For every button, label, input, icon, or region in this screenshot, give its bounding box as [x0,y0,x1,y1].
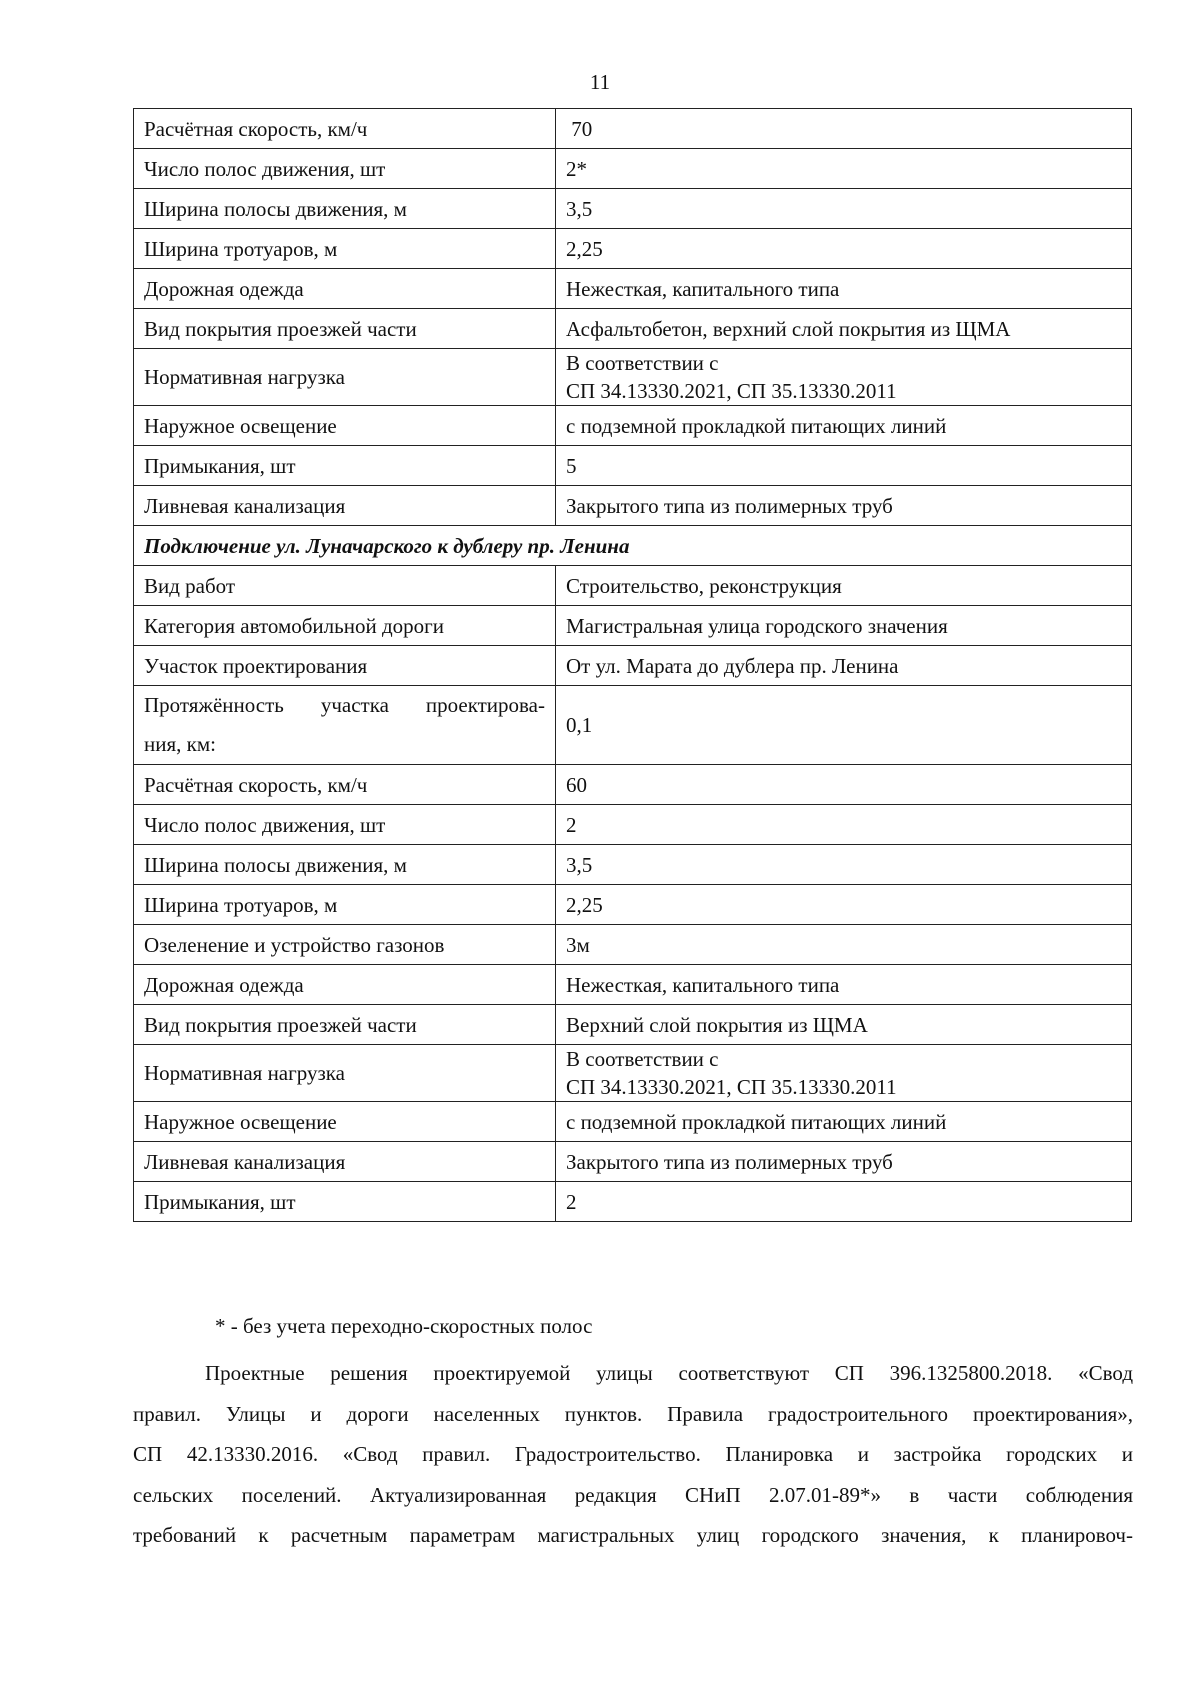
parameter-value-line: В соответствии с [566,351,719,375]
parameter-value: От ул. Марата до дублера пр. Ленина [556,646,1132,686]
parameter-label: Участок проектирования [134,646,556,686]
parameter-label: Примыкания, шт [134,446,556,486]
parameter-value [556,1045,1132,1102]
body-paragraph [133,1353,1133,1556]
table-row [134,1045,1132,1102]
table-row [134,686,1132,765]
parameter-label: Наружное освещение [134,1102,556,1142]
parameter-label: Дорожная одежда [134,269,556,309]
table-row [134,229,1132,269]
table-row [134,765,1132,805]
parameter-label: Расчётная скорость, км/ч [134,109,556,149]
paragraph-line: сельских поселений. Актуализированная редакция СНиП 2.07.01-89*» в части соблюдения [133,1482,1133,1507]
parameter-value: Закрытого типа из полимерных труб [556,486,1132,526]
parameter-label: Категория автомобильной дороги [134,606,556,646]
table-row [134,805,1132,845]
table-row [134,845,1132,885]
table-row [134,1182,1132,1222]
table-section-row [134,526,1132,566]
parameter-value: 3м [556,925,1132,965]
table-row [134,606,1132,646]
parameter-label: Ливневая канализация [134,1142,556,1182]
table-row [134,925,1132,965]
paragraph-line: Проектные решения проектируемой улицы соответствуют СП 396.1325800.2018. «Свод [205,1361,1133,1385]
table-row [134,446,1132,486]
parameter-label: Число полос движения, шт [134,149,556,189]
parameter-label: Нормативная нагрузка [134,349,556,406]
table-row [134,406,1132,446]
section-heading: Подключение ул. Луначарского к дублеру пр. Ленина [134,526,1132,566]
page-number: 11 [589,70,611,94]
spec-table [133,108,1132,1222]
parameter-value: с подземной прокладкой питающих линий [556,406,1132,446]
parameter-label: Вид покрытия проезжей части [134,1005,556,1045]
parameter-label: Примыкания, шт [134,1182,556,1222]
parameter-value: Закрытого типа из полимерных труб [556,1142,1132,1182]
table-row [134,149,1132,189]
table-row [134,1005,1132,1045]
parameter-label: Нормативная нагрузка [134,1045,556,1102]
parameter-label-line: Протяжённость участка проектирова- [144,693,545,717]
table-row [134,109,1132,149]
parameter-value-line: В соответствии с [566,1047,719,1071]
table-row [134,646,1132,686]
parameter-value: 2,25 [556,885,1132,925]
parameter-value [556,349,1132,406]
parameter-label: Ширина тротуаров, м [134,885,556,925]
table-row [134,189,1132,229]
parameter-value: 2 [556,1182,1132,1222]
parameter-label-line: ния, км: [144,732,216,756]
table-row [134,1142,1132,1182]
parameter-label: Число полос движения, шт [134,805,556,845]
parameter-value: Нежесткая, капитального типа [556,269,1132,309]
parameter-label: Расчётная скорость, км/ч [134,765,556,805]
parameter-value: 0,1 [556,686,1132,765]
parameter-value: 2* [556,149,1132,189]
paragraph-line: требований к расчетным параметрам магистральных улиц городского значения, к планировоч- [133,1523,1133,1547]
parameter-label: Ширина полосы движения, м [134,189,556,229]
parameter-label: Озеленение и устройство газонов [134,925,556,965]
parameter-label: Ливневая канализация [134,486,556,526]
table-row [134,885,1132,925]
parameter-label [134,686,556,765]
parameter-value: Верхний слой покрытия из ЩМА [556,1005,1132,1045]
parameter-value: Магистральная улица городского значения [556,606,1132,646]
paragraph-line: СП 42.13330.2016. «Свод правил. Градостроительство. Планировка и застройка городских и [133,1442,1133,1466]
table-row [134,566,1132,606]
parameter-value: Асфальтобетон, верхний слой покрытия из ЩМА [556,309,1132,349]
parameter-value: 60 [556,765,1132,805]
table-row [134,309,1132,349]
table-row [134,269,1132,309]
parameter-label: Ширина полосы движения, м [134,845,556,885]
paragraph-line: правил. Улицы и дороги населенных пунктов. Правила градостроительного проектирования», [133,1401,1133,1426]
table-footnote: * - без учета переходно-скоростных полос [215,1314,593,1338]
parameter-value: 3,5 [556,189,1132,229]
parameter-value: 2 [556,805,1132,845]
parameter-value: 5 [556,446,1132,486]
parameter-value: 3,5 [556,845,1132,885]
parameter-value: Строительство, реконструкция [556,566,1132,606]
parameter-label: Вид покрытия проезжей части [134,309,556,349]
table-row [134,349,1132,406]
parameter-value: 70 [556,109,1132,149]
parameter-label: Наружное освещение [134,406,556,446]
parameter-value-line: СП 34.13330.2021, СП 35.13330.2011 [566,379,897,403]
parameter-value: с подземной прокладкой питающих линий [556,1102,1132,1142]
parameter-label: Вид работ [134,566,556,606]
parameter-value-line: СП 34.13330.2021, СП 35.13330.2011 [566,1075,897,1099]
parameter-value: Нежесткая, капитального типа [556,965,1132,1005]
parameter-value: 2,25 [556,229,1132,269]
table-row [134,1102,1132,1142]
parameter-label: Дорожная одежда [134,965,556,1005]
table-row [134,486,1132,526]
parameter-label: Ширина тротуаров, м [134,229,556,269]
table-row [134,965,1132,1005]
